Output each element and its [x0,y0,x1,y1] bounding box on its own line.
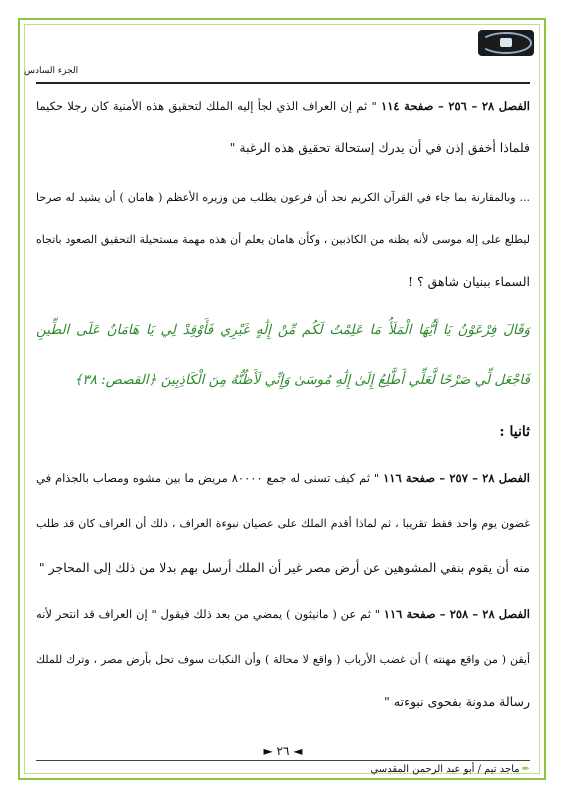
quran-verse-line-1: وَقَالَ فِرْعَوْنُ يَا أَيُّهَا الْمَلَأُ مَا عَلِمْتُ لَكُم مِّنْ إِلَٰهٍ غَيْرِي فَأَوْقِدْ لِي يَا هَامَانُ عَلَى الطِّينِ [36,322,530,338]
logo-book-icon [500,38,512,47]
section-heading: ثانيا : [499,424,530,440]
part-label: الجزء السادس [24,66,79,76]
quote-text: " ثم إن العراف الذي لجأ إليه الملك لتحقيق هذه الأمنية كان رجلا حكيما [36,99,382,113]
quote-text: " ثم عن ( مانيثون ) يمضي من بعد ذلك فيقول " إن العراف قد انتحر لأنه [36,607,384,621]
paragraph-1-line-2: فلماذا أخفق إذن في أن يدرك إستحالة تحقيق هذه الرغبة " [229,140,530,155]
paragraph-4-line-1 [36,606,530,622]
paragraph-2-line-3: السماء ببنيان شاهق ؟ ! [408,274,530,289]
chapter-reference: الفصل ٢٨ – ٢٥٧ – صفحة ١١٦ [383,471,530,485]
quote-text: " ثم كيف تسنى له جمع ٨٠٠٠٠ مريض ما بين مشوه ومصاب بالجذام في [36,471,384,485]
paragraph-2-line-2: ليطلع على إله موسى لأنه يظنه من الكاذبين ، وكأن هامان يعلم أن هذه مهمة مستحيلة التحقيق الصعود باتجاه [36,233,530,246]
paragraph-4-line-3: رسالة مدونة بفحوى نبوءته " [384,694,530,709]
header-divider [36,82,530,84]
paragraph-4-line-2: أيقن ( من واقع مهنته ) أن غضب الأرباب ( واقع لا محالة ) وأن النكبات سوف تحل بأرض مصر ، وترك للملك [36,653,530,666]
quill-icon: ✒ [521,764,530,775]
paragraph-3-line-3: منه أن يقوم بنفي المشوهين عن أرض مصر غير أن الملك أرسل بهم بدلا من ذلك إلى المحاجر " [38,560,530,575]
author-name: ماجد تيم / أبو عبد الرحمن المقدسي [370,764,520,775]
footer-divider [36,760,530,761]
site-logo [478,30,534,56]
page-number: ◄ ٢٦ ► [263,744,303,758]
chapter-reference: الفصل ٢٨ – ٢٥٨ – صفحة ١١٦ [383,607,531,621]
paragraph-2-line-1: ... وبالمقارنة بما جاء في القرآن الكريم نجد أن فرعون يطلب من وزيره الأعظم ( هامان ) أن يشيد له صرحا [36,191,530,204]
paragraph-3-line-1 [36,470,530,486]
chapter-reference: الفصل ٢٨ – ٢٥٦ – صفحة ١١٤ [381,99,530,113]
quran-verse-line-2: فَاجْعَل لِّي صَرْحًا لَّعَلِّي أَطَّلِعُ إِلَىٰ إِلَٰهِ مُوسَىٰ وَإِنِّي لَأَظُنُّهُ مِنَ الْكَاذِبِينَ ﴿القصص: ٣٨﴾ [74,372,530,388]
paragraph-3-line-2: غضون يوم واحد فقط تقريبا ، ثم لماذا أقدم الملك على عصيان نبوءة العراف ، ذلك أن العراف كان قد طلب [36,517,530,530]
paragraph-1-line-1 [36,98,530,114]
author-credit [370,764,530,775]
